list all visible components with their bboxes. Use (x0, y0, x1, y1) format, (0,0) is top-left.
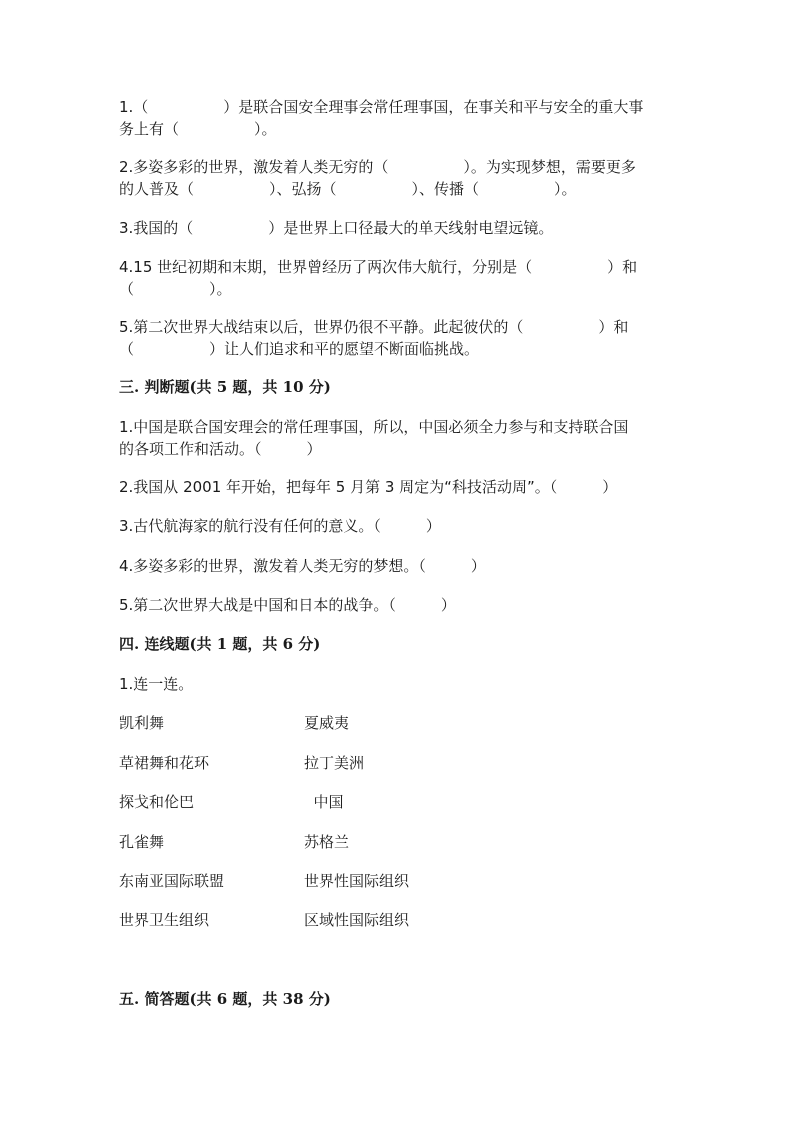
fill-item-5-line2: （ ）让人们追求和平的愿望不断面临挑战。 (119, 340, 480, 358)
section5-heading: 五. 简答题(共 6 题，共 38 分) (119, 990, 331, 1008)
judge-item-2: 2.我国从 2001 年开始，把每年 5 月第 3 周定为“科技活动周”。（ ） (119, 478, 618, 496)
match-right-5: 世界性国际组织 (304, 872, 410, 890)
judge-item-5: 5.第二次世界大战是中国和日本的战争。（ ） (119, 596, 456, 614)
fill-item-4-line2: （ ）。 (119, 280, 232, 298)
section3-heading: 三. 判断题(共 5 题，共 10 分) (119, 378, 331, 396)
section4-heading: 四. 连线题(共 1 题，共 6 分) (119, 635, 321, 653)
match-question: 1.连一连。 (119, 675, 194, 693)
match-left-4: 孔雀舞 (119, 833, 165, 851)
match-left-3: 探戈和伦巴 (119, 793, 195, 811)
fill-item-2-line2: 的人普及（ ）、弘扬（ ）、传播（ ）。 (119, 180, 577, 198)
fill-item-5-line1: 5.第二次世界大战结束以后，世界仍很不平静。此起彼伏的（ ）和 (119, 318, 629, 336)
fill-item-4-line1: 4.15 世纪初期和末期，世界曾经历了两次伟大航行，分别是（ ）和 (119, 258, 638, 276)
match-right-1: 夏威夷 (304, 714, 350, 732)
fill-item-3-line1: 3.我国的（ ）是世界上口径最大的单天线射电望远镜。 (119, 219, 554, 237)
judge-item-1-line1: 1.中国是联合国安理会的常任理事国，所以，中国必须全力参与和支持联合国 (119, 418, 629, 436)
match-right-2: 拉丁美洲 (304, 754, 365, 772)
match-right-3: 中国 (304, 793, 344, 811)
match-left-6: 世界卫生组织 (119, 911, 210, 929)
match-left-2: 草裙舞和花环 (119, 754, 210, 772)
fill-item-1-line1: 1.（ ）是联合国安全理事会常任理事国，在事关和平与安全的重大事 (119, 98, 644, 116)
fill-item-2-line1: 2.多姿多彩的世界，激发着人类无穷的（ ）。为实现梦想，需要更多 (119, 158, 636, 176)
match-left-1: 凯利舞 (119, 714, 165, 732)
fill-item-1-line2: 务上有（ ）。 (119, 120, 277, 138)
match-right-6: 区域性国际组织 (304, 911, 410, 929)
match-left-5: 东南亚国际联盟 (119, 872, 225, 890)
judge-item-1-line2: 的各项工作和活动。（ ） (119, 440, 322, 458)
judge-item-4: 4.多姿多彩的世界，激发着人类无穷的梦想。（ ） (119, 557, 486, 575)
judge-item-3: 3.古代航海家的航行没有任何的意义。（ ） (119, 517, 441, 535)
match-right-4: 苏格兰 (304, 833, 350, 851)
